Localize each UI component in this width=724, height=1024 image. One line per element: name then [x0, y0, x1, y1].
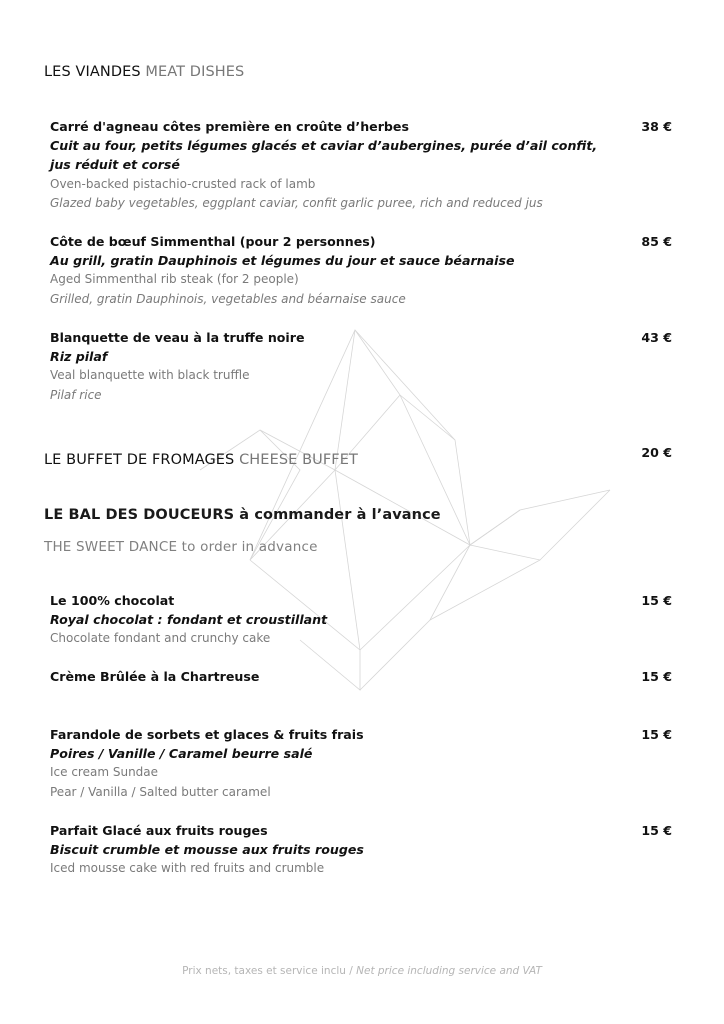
item-description: Biscuit crumble et mousse aux fruits rouges — [50, 842, 364, 858]
menu-item-creme-brulee — [50, 667, 670, 686]
item-description: Riz pilaf — [50, 349, 108, 365]
item-name-en: Chocolate fondant and crunchy cake — [50, 631, 271, 646]
meat-section-title — [44, 64, 244, 80]
item-name: Parfait Glacé aux fruits rouges — [50, 823, 268, 838]
cheese-title-fr: LE BUFFET DE FROMAGES — [44, 452, 235, 468]
item-description: Poires / Vanille / Caramel beurre salé — [50, 746, 313, 762]
menu-item-chocolate — [50, 591, 670, 649]
footnote-en: Net price including service and VAT — [356, 965, 542, 977]
cheese-section-title — [44, 452, 358, 468]
item-name-en: Iced mousse cake with red fruits and crumble — [50, 861, 325, 876]
item-name: Le 100% chocolat — [50, 593, 175, 608]
item-description: Cuit au four, petits légumes glacés et caviar d’aubergines, purée d’ail confit, — [50, 138, 598, 154]
menu-item-blanquette — [50, 328, 670, 405]
item-name-en: Aged Simmenthal rib steak (for 2 people) — [50, 272, 299, 287]
menu-item-sorbets — [50, 725, 670, 802]
item-name-en: Oven-backed pistachio-crusted rack of lamb — [50, 176, 316, 191]
item-name: Carré d'agneau côtes première en croûte d’herbes — [50, 119, 409, 134]
item-price: 15 € — [641, 669, 672, 684]
item-description-en: Grilled, gratin Dauphinois, vegetables and béarnaise sauce — [50, 291, 406, 306]
item-name-en: Veal blanquette with black truffle — [50, 368, 250, 383]
item-name: Côte de bœuf Simmenthal (pour 2 personnes) — [50, 234, 376, 249]
item-name: Blanquette de veau à la truffe noire — [50, 330, 305, 345]
item-price: 15 € — [641, 593, 672, 608]
item-name-en: Pear / Vanilla / Salted butter caramel — [50, 784, 271, 799]
meat-title-fr: LES VIANDES — [44, 64, 141, 80]
item-price: 38 € — [641, 119, 672, 134]
price-footnote — [0, 965, 724, 977]
item-description-en: Pilaf rice — [50, 387, 102, 402]
item-price: 85 € — [641, 234, 672, 249]
meat-title-en: MEAT DISHES — [145, 64, 245, 80]
dessert-section-title: LE BAL DES DOUCEURS à commander à l’avance — [44, 507, 441, 523]
item-price: 43 € — [641, 330, 672, 345]
item-price: 15 € — [641, 727, 672, 742]
item-description-en: Glazed baby vegetables, eggplant caviar, confit garlic puree, rich and reduced jus — [50, 195, 543, 210]
cheese-price: 20 € — [641, 445, 672, 460]
item-name: Farandole de sorbets et glaces & fruits frais — [50, 727, 364, 742]
cheese-title-en: CHEESE BUFFET — [239, 452, 358, 468]
item-name: Crème Brûlée à la Chartreuse — [50, 669, 260, 684]
menu-item-rib-steak — [50, 232, 670, 309]
footnote-fr: Prix nets, taxes et service inclu / — [182, 965, 357, 977]
item-description: jus réduit et corsé — [50, 157, 180, 173]
item-description: Royal chocolat : fondant et croustillant — [50, 612, 328, 628]
dessert-section-subtitle: THE SWEET DANCE to order in advance — [44, 539, 318, 555]
menu-item-lamb — [50, 117, 670, 213]
menu-item-parfait — [50, 821, 670, 879]
item-price: 15 € — [641, 823, 672, 838]
item-name-en: Ice cream Sundae — [50, 765, 159, 780]
item-description: Au grill, gratin Dauphinois et légumes du jour et sauce béarnaise — [50, 253, 515, 269]
